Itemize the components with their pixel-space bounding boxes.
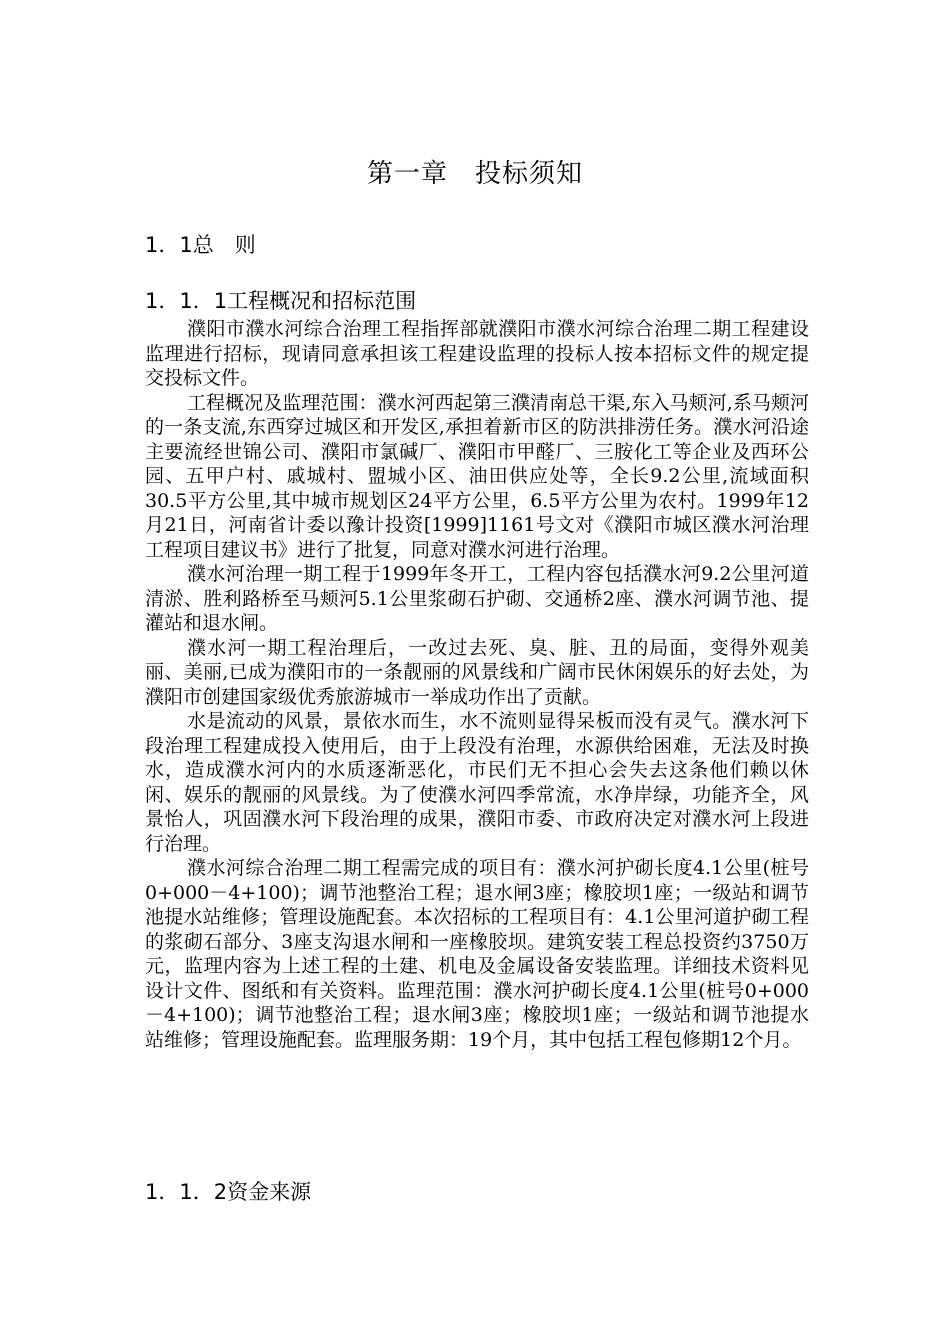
paragraph: 工程概况及监理范围：濮水河西起第三濮清南总干渠,东入马颊河,系马颊河的一条支流,东西穿过城区和开发区,承担着新市区的防洪排涝任务。濮水河沿途主要流经世锦公司、濮阳市氯碱厂、濮阳市甲醛厂、三胺化工等企业及西环公园、五甲户村、戚城村、盟城小区、油田供应处等，全长9.2公里,流域面积30.5平方公里,其中城市规划区24平方公里，6.5平方公里为农村。1999年12月21日，河南省计委以豫计投资[1999]1161号文对《濮阳市城区濮水河治理工程项目建议书》进行了批复，同意对濮水河进行治理。 (145, 391, 809, 561)
paragraph: 濮水河综合治理二期工程需完成的项目有：濮水河护砌长度4.1公里(桩号0+000－4+100)；调节池整治工程；退水闸3座；橡胶坝1座；一级站和调节池提水站维修；管理设施配套。本次招标的工程项目有：4.1公里河道护砌工程的浆砌石部分、3座支沟退水闸和一座橡胶坝。建筑安装工程总投资约3750万元，监理内容为上述工程的土建、机电及金属设备安装监理。详细技术资料见设计文件、图纸和有关资料。监理范围：濮水河护砌长度4.1公里(桩号0+000－4+100)；调节池整治工程；退水闸3座；橡胶坝1座；一级站和调节池提水站维修；管理设施配套。监理服务期：19个月，其中包括工程包修期12个月。 (145, 857, 809, 1051)
paragraph: 濮水河一期工程治理后，一改过去死、臭、脏、丑的局面，变得外观美丽、美丽,已成为濮阳市的一条靓丽的风景线和广阔市民休闲娱乐的好去处，为濮阳市创建国家级优秀旅游城市一举成功作出了贡献。 (145, 636, 809, 708)
chapter-title: 第一章 投标须知 (366, 159, 583, 189)
section-heading-1-1-1: 1．1．1工程概况和招标范围 (145, 289, 417, 313)
paragraph: 水是流动的风景，景依水而生，水不流则显得呆板而没有灵气。濮水河下段治理工程建成投入使用后，由于上段没有治理，水源供给困难，无法及时换水，造成濮水河内的水质逐渐恶化，市民们无不担心会失去这条他们赖以休闲、娱乐的靓丽的风景线。为了使濮水河四季常流，水净岸绿，功能齐全，风景怡人，巩固濮水河下段治理的成果，濮阳市委、市政府决定对濮水河上段进行治理。 (145, 710, 809, 855)
paragraph: 濮阳市濮水河综合治理工程指挥部就濮阳市濮水河综合治理二期工程建设监理进行招标，现请同意承担该工程建设监理的投标人按本招标文件的规定提交投标文件。 (145, 318, 809, 389)
section-body (145, 317, 809, 1052)
section-heading-1-1: 1．1总 则 (145, 233, 256, 257)
section-heading-1-1-2: 1．1．2资金来源 (145, 1180, 312, 1204)
paragraph: 濮水河治理一期工程于1999年冬开工，工程内容包括濮水河9.2公里河道清淤、胜利路桥至马颊河5.1公里浆砌石护砌、交通桥2座、濮水河调节池、提灌站和退水闸。 (145, 563, 809, 634)
